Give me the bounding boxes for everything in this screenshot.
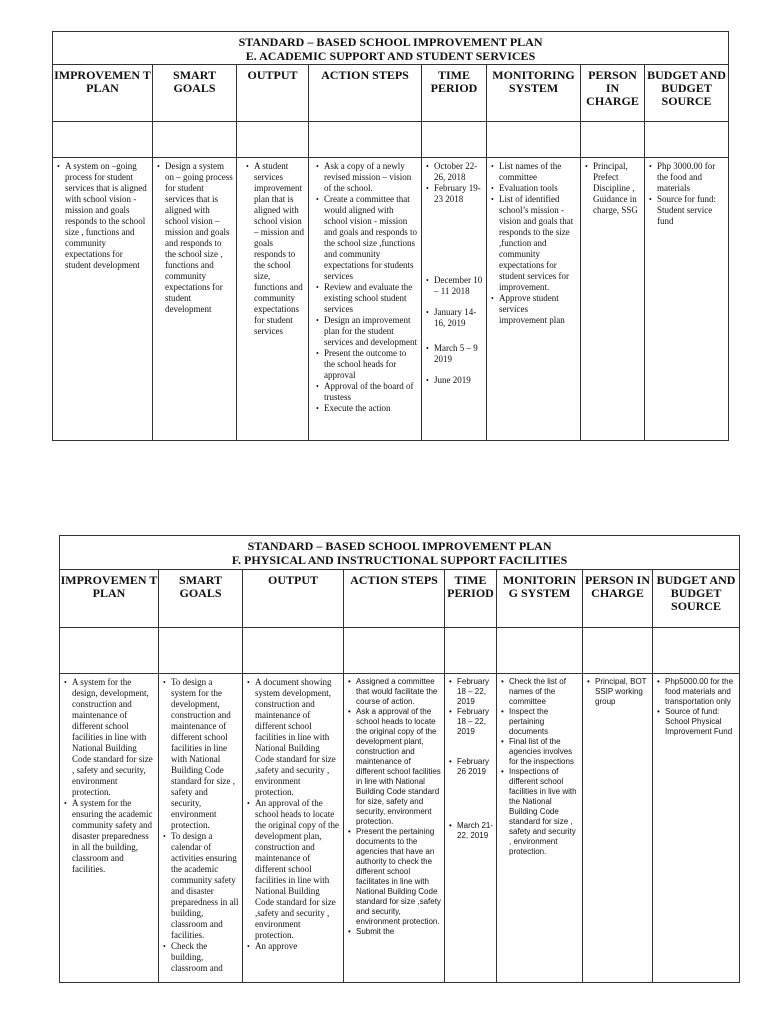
list-item: • Inspect the pertaining documents: [509, 707, 579, 737]
cell-smart-goals: [159, 674, 243, 983]
list-item: • Review and evaluate the existing school student services: [324, 282, 418, 315]
list-item: • Approval of the board of trustess: [324, 381, 418, 403]
cell-person-in-charge: [581, 158, 645, 441]
list-item: • A system for the design, development, construction and maintenance of different school facilities in line with National Building Code standard for size , safety and security, environment protection.: [72, 677, 155, 798]
list-item: • March 21-22, 2019: [457, 821, 493, 841]
header-person-in-charge: PERSON IN CHARGE: [583, 570, 653, 628]
list-item: • A student services improvement plan that is aligned with school vision – mission and goals responds to the school size, functions and community expectations for student services: [254, 161, 305, 337]
header-budget: BUDGET AND BUDGET SOURCE: [653, 570, 740, 628]
list-item: • Php 3000.00 for the food and materials: [657, 161, 725, 194]
list-item: • Php5000.00 for the food materials and transportation only: [665, 677, 736, 707]
header-time-period: TIME PERIOD: [422, 65, 487, 122]
cell-budget: [653, 674, 740, 983]
list-item: • June 2019: [434, 375, 483, 386]
cell-monitoring: [487, 158, 581, 441]
header-improvement-plan: IMPROVEMEN T PLAN: [53, 65, 153, 122]
header-monitoring-system: MONITORIN G SYSTEM: [497, 570, 583, 628]
list-item: • Ask a copy of a newly revised mission – vision of the school.: [324, 161, 418, 194]
list-item: • A document showing system development, construction and maintenance of different school facilities in line with National Building Code standard for size ,safety and security , environment protection.: [255, 677, 340, 798]
list-item: • Source for fund: Student service fund: [657, 194, 725, 227]
list-item: • January 14-16, 2019: [434, 307, 483, 329]
list-item: • Submit the: [356, 927, 441, 937]
list-item: • Present the outcome to the school heads for approval: [324, 348, 418, 381]
header-smart-goals: SMART GOALS: [159, 570, 243, 628]
list-item: • List of identified school’s mission - vision and goals that responds to the size ,function and community expectations for student services for improvement.: [499, 194, 577, 293]
list-item: • Check the building, classroom and: [171, 941, 239, 974]
list-item: • Approve student services improvement plan: [499, 293, 577, 326]
header-action-steps: ACTION STEPS: [344, 570, 445, 628]
header-improvement-plan: IMPROVEMEN T PLAN: [60, 570, 159, 628]
cell-person-in-charge: [583, 674, 653, 983]
cell-output: [237, 158, 309, 441]
list-item: • Create a committee that would aligned with school vision - mission and goals and responds to the school size ,functions and community expectations for students services: [324, 194, 418, 282]
section-subtitle: F. PHYSICAL AND INSTRUCTIONAL SUPPORT FACILITIES: [231, 553, 568, 567]
header-action-steps: ACTION STEPS: [309, 65, 422, 122]
header-time-period: TIME PERIOD: [445, 570, 497, 628]
list-item: • February 19-23 2018: [434, 183, 483, 205]
list-item: • To design a calendar of activities ensuring the academic community safety and disaster preparedness in all building, classroom and facilities.: [171, 831, 239, 941]
list-item: • February 18 – 22, 2019: [457, 677, 493, 707]
plan-table-f: [59, 535, 740, 983]
list-item: • October 22-26, 2018: [434, 161, 483, 183]
header-smart-goals: SMART GOALS: [153, 65, 237, 122]
list-item: • Principal, Prefect Discipline , Guidance in charge, SSG: [593, 161, 641, 216]
list-item: • Check the list of names of the committee: [509, 677, 579, 707]
list-item: • A system on –going process for student services that is aligned with school vision - mission and goals responds to the school size , functions and community expectations for student development: [65, 161, 149, 271]
list-item: • Evaluation tools: [499, 183, 577, 194]
cell-output: [243, 674, 344, 983]
cell-improvement-plan: [53, 158, 153, 441]
list-item: • An approval of the school heads to locate the original copy of the development plan, construction and maintenance of different school facilities in line with National Building Code standard for size ,safety and security , environment protection.: [255, 798, 340, 941]
plan-title: STANDARD – BASED SCHOOL IMPROVEMENT PLAN: [247, 539, 552, 553]
cell-action-steps: [309, 158, 422, 441]
list-item: • Inspections of different school facilities in live with the National Building Code standard for size , safety and security , environment protection.: [509, 767, 579, 857]
list-item: • A system for the ensuring the academic community safety and disaster preparedness in all the building, classroom and facilities.: [72, 798, 155, 875]
list-item: • Assigned a committee that would facilitate the course of action.: [356, 677, 441, 707]
list-item: • An approve: [255, 941, 340, 952]
cell-monitoring: [497, 674, 583, 983]
header-monitoring-system: MONITORING SYSTEM: [487, 65, 581, 122]
cell-time-period: [445, 674, 497, 983]
plan-title: STANDARD – BASED SCHOOL IMPROVEMENT PLAN: [238, 35, 543, 49]
table-title-f: [60, 536, 740, 570]
list-item: • Principal, BOT SSIP working group: [595, 677, 649, 707]
cell-smart-goals: [153, 158, 237, 441]
header-budget: BUDGET AND BUDGET SOURCE: [645, 65, 729, 122]
list-item: • To design a system for the development, construction and maintenance of different school facilities in line with National Building Code standard for size , safety and security, environment protection.: [171, 677, 239, 831]
header-person-in-charge: PERSON IN CHARGE: [581, 65, 645, 122]
cell-action-steps: [344, 674, 445, 983]
header-output: OUTPUT: [237, 65, 309, 122]
list-item: • Design an improvement plan for the student services and development: [324, 315, 418, 348]
cell-time-period: [422, 158, 487, 441]
list-item: • December 10 – 11 2018: [434, 275, 483, 297]
header-output: OUTPUT: [243, 570, 344, 628]
list-item: • Execute the action: [324, 403, 418, 414]
section-subtitle: E. ACADEMIC SUPPORT AND STUDENT SERVICES: [245, 49, 536, 63]
cell-budget: [645, 158, 729, 441]
list-item: • March 5 – 9 2019: [434, 343, 483, 365]
list-item: • Source of fund: School Physical Improvement Fund: [665, 707, 736, 737]
cell-improvement-plan: [60, 674, 159, 983]
list-item: • February 26 2019: [457, 757, 493, 777]
list-item: • Final list of the agencies involves for the inspections: [509, 737, 579, 767]
list-item: • Present the pertaining documents to the agencies that have an authority to check the different school facilitates in line with National Building Code standard for size ,safety and security, environment protection.: [356, 827, 441, 927]
table-title-e: [53, 32, 729, 65]
list-item: • List names of the committee: [499, 161, 577, 183]
plan-table-e: [52, 31, 729, 441]
list-item: • February 18 – 22, 2019: [457, 707, 493, 737]
list-item: • Ask a approval of the school heads to locate the original copy of the development plant, construction and maintenance of different school facilities in line with National Building Code standard for size, safety and security, environment protection.: [356, 707, 441, 827]
list-item: • Design a system on – going process for student services that is aligned with school vision – mission and goals and responds to the school size , functions and community expectations for student development: [165, 161, 233, 315]
